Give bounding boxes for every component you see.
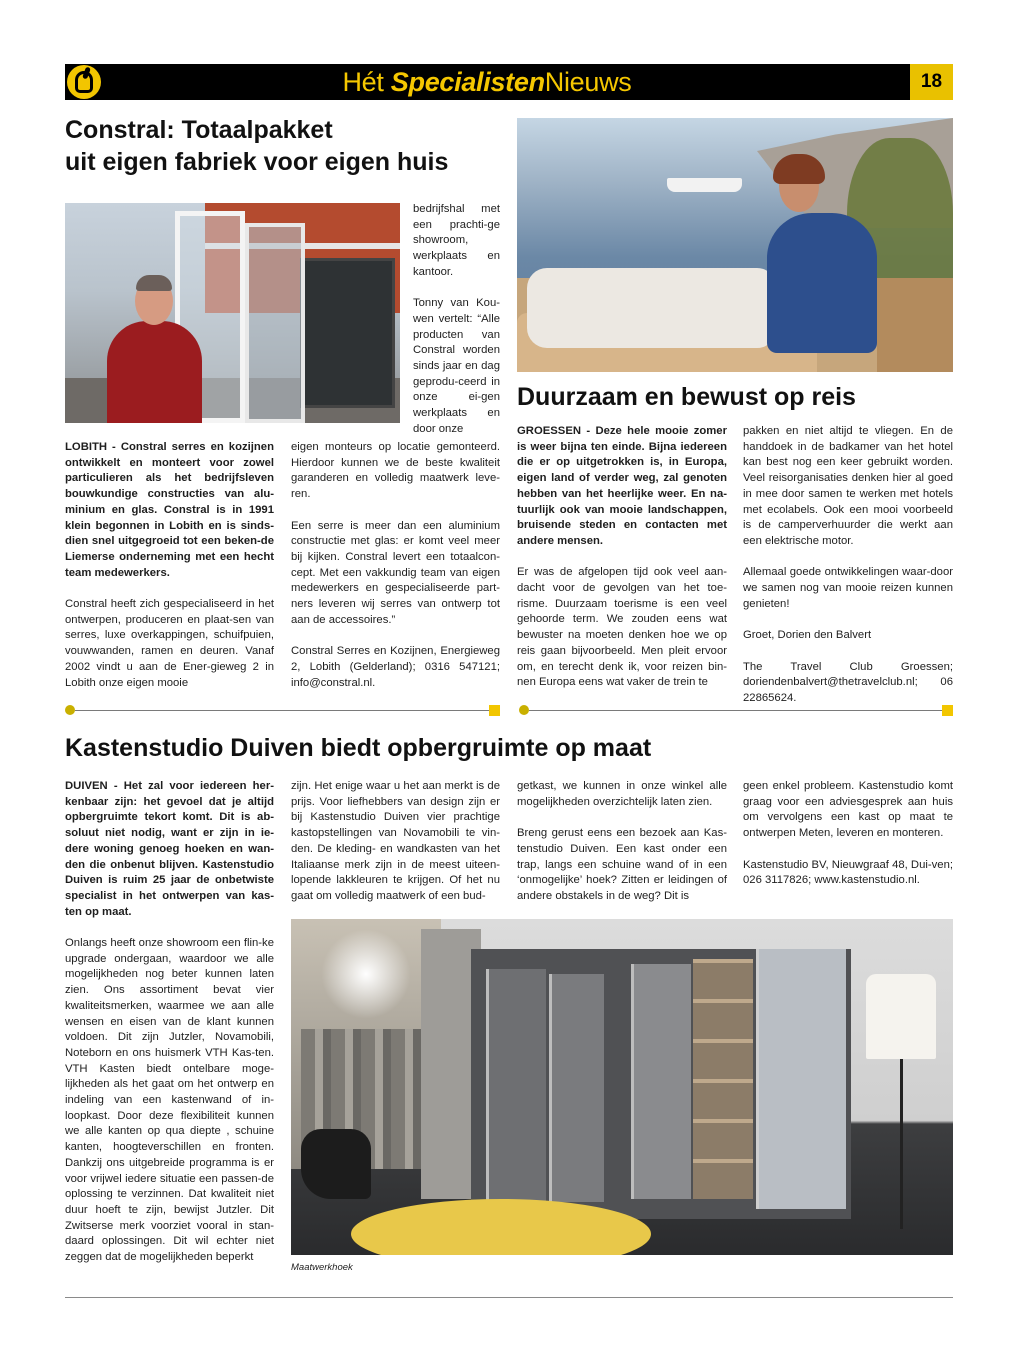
article2-col2: pakken en niet altijd te vliegen. En de handdoek in de badkamer van het hotel kan best nog een keer gebruikt worden. Veel reisorganisaties denken hier al goed in mee door samen te werken met hotels met ecolabels. Ook een mooi voorbeeld is de camperverhuurder die werkt aan een elektrische motor. Allemaal goede ontwikkelingen waar-door we samen nog van mooie reizen kunnen genieten! Groet, Dorien den Balvert The Travel Club Groessen; doriendenbalvert@thetravelclub.nl; 06 22865624.	[743, 425, 953, 704]
wardrobe-photo	[291, 919, 953, 1255]
article3-col4: geen enkel probleem. Kastenstudio komt graag voor een adviesgesprek aan huis om vervolgens een kast op maat te ontwerpen Meten, leveren en monteren. Kastenstudio BV, Nieuwgraaf 48, Dui-ven; 026 3117826; www.kastenstudio.nl.	[743, 780, 953, 887]
article1-col2: eigen monteurs op locatie gemonteerd. Hierdoor kunnen we de beste kwaliteit garanderen en volledig maatwerk leve-ren. Een serre is meer dan een aluminium constructie met glas: er komt veel meer bij kijken. Constral levert een totaalcon-cept. Met een vakkundig team van eigen medewerkers en gespecialiseerde part-ners leveren wij serres van ontwerp tot aan de accessoires.” Constral Serres en Kozijnen, Energieweg 2, Lobith (Gelderland); 0316 547121; info@constral.nl.	[291, 441, 500, 689]
masthead	[65, 64, 953, 100]
article3-headline: Kastenstudio Duiven biedt opbergruimte op maat	[65, 734, 652, 762]
constral-photo	[65, 203, 400, 423]
article1-col1: LOBITH - Constral serres en kozijnen ontwikkelt en monteert voor zowel particulieren als het bedrijfsleven bouwkundige constructies van alu-minium en glas. Constral is in 1991 klein begonnen in Lobith en is sinds-dien snel uitgegroeid tot een beken-de Liemerse onderneming met een hecht team medewerkers. Constral heeft zich gespecialiseerd in het ontwerpen, produceren en plaat-sen van serres, luxe overkappingen, schuifpuien, vouwwanden, ramen en deuren. Vanaf 2002 vindt u aan de Ener-gieweg 2 in Lobith onze eigen mooie	[65, 441, 274, 689]
article3-col3: getkast, we kunnen in onze winkel alle mogelijkheden overzichtelijk laten zien. Breng gerust eens een bezoek aan Kas-tenstudio Duiven. Een kast onder een trap, langs een schuine wand of in een ‘onmogelijke’ hoek? Zitten er leidingen of andere obstakels in de weg? Dit is	[517, 780, 727, 902]
divider-square	[489, 705, 500, 716]
section-divider	[75, 710, 489, 711]
page-number: 18	[910, 64, 953, 100]
article3-col1: DUIVEN - Het zal voor iedereen her-kenbaar zijn: het gevoel dat je altijd opbergruimte tekort komt. Dit is ab-soluut niet nodig, want er zijn in ie-dere woning genoeg hoeken en wan-den die onbenut blijven. Kastenstudio Duiven is ruim 25 jaar de onbetwiste specialist in het ontwerpen van kas-ten op maat. Onlangs heeft onze showroom een flin-ke upgrade ondergaan, waardoor we alle mogelijkheden nog beter kunnen laten zien. Ons assortiment bevat vier kwaliteitsmerken, waarmee we aan alle wensen en eisen van de klant kunnen voldoen. Dit zijn Jutzler, Novamobili, Noteborn en ons huismerk VTH Kas-ten. VTH Kasten biedt ontelbare moge-lijkheden als het gaat om het ontwerp en indeling van een kastenwand of in-loopkast. Door deze flexibiliteit kunnen we alle kanten op qua diepte , schuine kanten, hoogteverschillen en fronten. Dankzij ons uitgebreide programma is er voor vrijwel iedere situatie een passen-de oplossing te verzinnen. Dat kwaliteit niet duur hoeft te zijn, bewijst Jutzler. Dit Zwitserse merk voorziet vooral in stan-daard oplossingen. Dit wil echter niet zeggen dat de mogelijkheden beperkt	[65, 780, 274, 1264]
section-divider	[529, 710, 942, 711]
divider-square	[942, 705, 953, 716]
footer-rule	[65, 1297, 953, 1298]
photo-caption: Maatwerkhoek	[291, 1262, 353, 1273]
article1-sidebar-text: bedrijfshal met een prachti-ge showroom, werkplaats en kantoor. Tonny van Kou-wen vertelt: “Alle producten van Constral worden sinds jaar en dag geprodu-ceerd in onze ei-gen werkplaats en door onze	[413, 203, 500, 435]
divider-dot	[65, 705, 75, 715]
publication-title: Hét SpecialistenNieuws	[342, 67, 632, 97]
article3-col2: zijn. Het enige waar u het aan merkt is de prijs. Voor liefhebbers van design zijn er bij Kastenstudio Duiven vier prachtige kastopstellingen van Novamobili te vin-den. De kleding- en wandkasten van het Italiaanse merk zijn in de meest uiteen-lopende lakkleuren te krijgen. Of het nu gaat om volledig maatwerk of een bud-	[291, 780, 500, 902]
article2-headline: Duurzaam en bewust op reis	[517, 383, 856, 411]
article2-col1: GROESSEN - Deze hele mooie zomer is weer bijna ten einde. Bijna iedereen die er op uitgetrokken is, in Europa, eigen land of verder weg, zal genoten hebben van het heerlijke weer. En na-tuurlijk ook van mooie landschappen, bruisende steden en contacten met andere mensen. Er was de afgelopen tijd ook veel aan-dacht voor de gevolgen van het toe-risme. Duurzaam toerisme is een veel gehoorde term. We zouden eens wat bewuster na moeten denken hoe we op reis gaan bijvoorbeeld. Men pleit ervoor om, en terecht denk ik, voor reizen bin-nen Europa eens wat vaker de trein te	[517, 425, 727, 689]
travel-photo	[517, 118, 953, 372]
divider-dot	[519, 705, 529, 715]
article1-headline: Constral: Totaalpakket uit eigen fabriek voor eigen huis	[65, 116, 449, 176]
